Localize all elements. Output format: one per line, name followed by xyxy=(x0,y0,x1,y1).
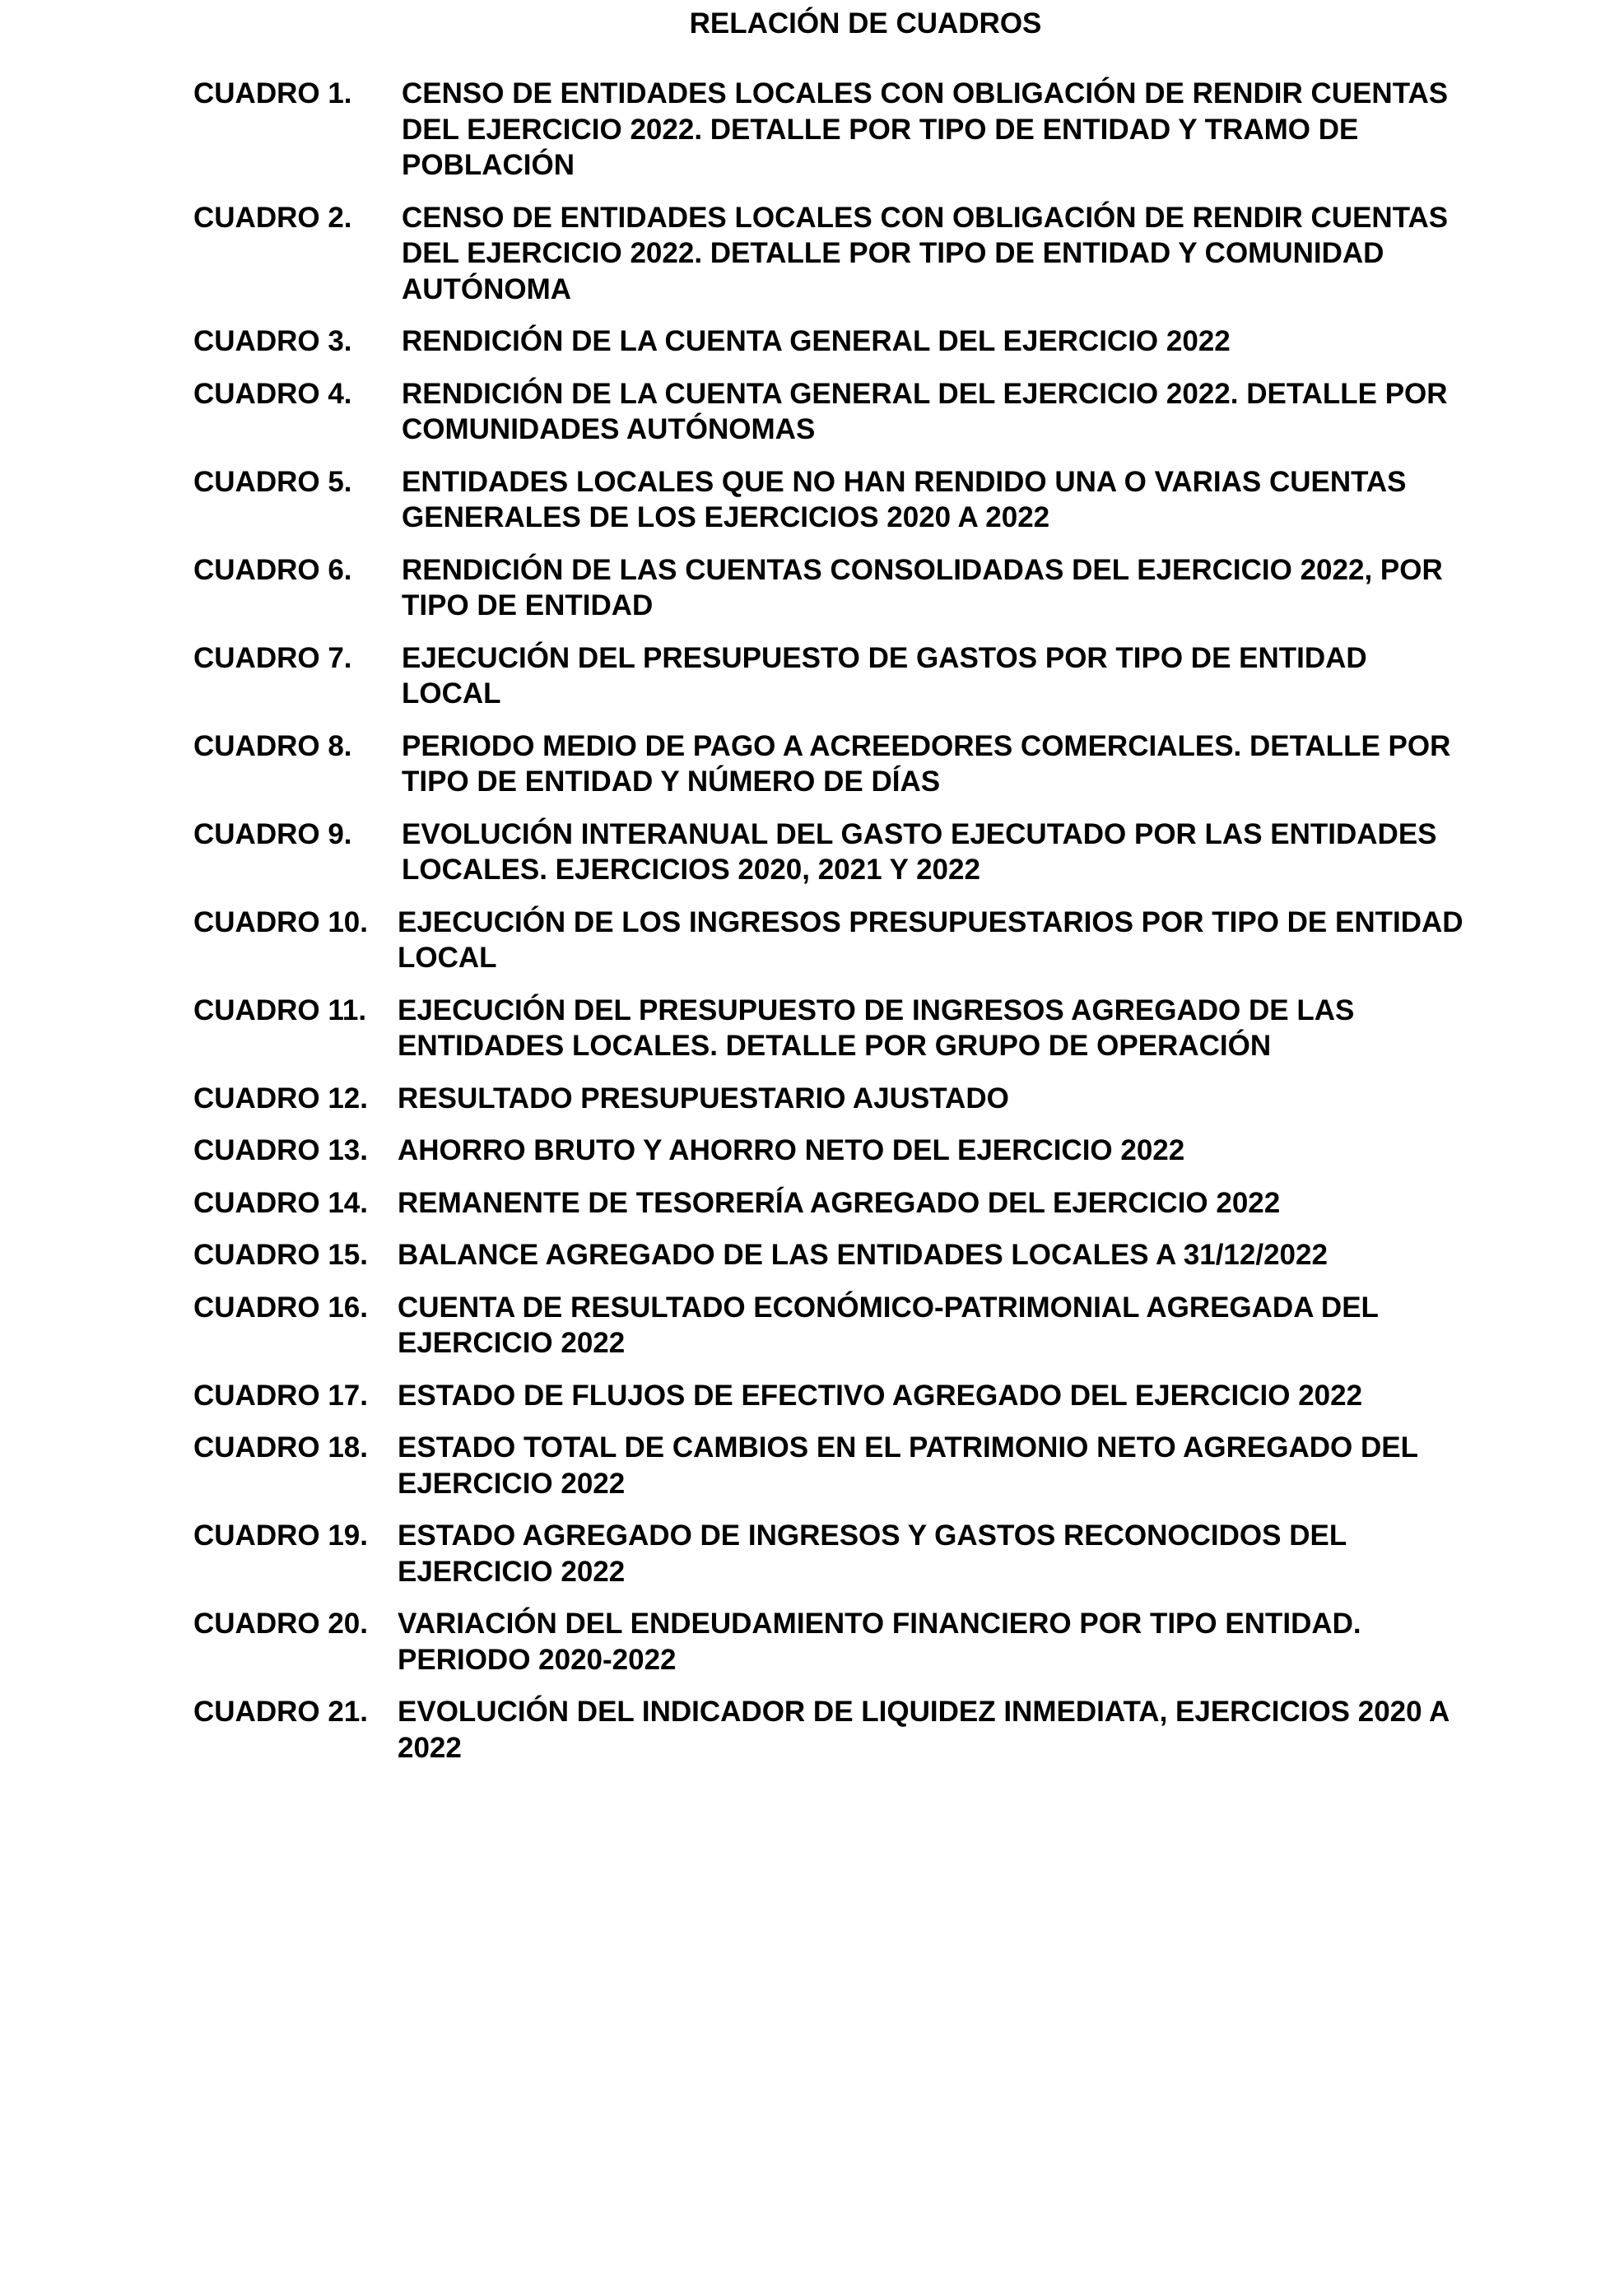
list-item xyxy=(193,817,1465,888)
cuadro-title: EVOLUCIÓN INTERANUAL DEL GASTO EJECUTADO POR LAS ENTIDADES LOCALES. EJERCICIOS 2020, 2021 Y 2022 xyxy=(402,817,1437,886)
cuadro-title: EJECUCIÓN DEL PRESUPUESTO DE GASTOS POR TIPO DE ENTIDAD LOCAL xyxy=(402,641,1367,710)
cuadro-title: BALANCE AGREGADO DE LAS ENTIDADES LOCALES A 31/12/2022 xyxy=(398,1239,1328,1271)
cuadro-title: VARIACIÓN DEL ENDEUDAMIENTO FINANCIERO POR TIPO ENTIDAD. PERIODO 2020-2022 xyxy=(398,1608,1361,1676)
cuadro-number: CUADRO 21. xyxy=(193,1696,368,1728)
cuadro-number: CUADRO 10. xyxy=(193,905,368,938)
cuadro-title: CENSO DE ENTIDADES LOCALES CON OBLIGACIÓN DE RENDIR CUENTAS DEL EJERCICIO 2022. DETALLE POR TIPO DE ENTIDAD Y TRAMO DE POBLACIÓN xyxy=(402,77,1449,181)
cuadro-title: RENDICIÓN DE LAS CUENTAS CONSOLIDADAS DEL EJERCICIO 2022, POR TIPO DE ENTIDAD xyxy=(402,553,1443,621)
cuadro-title: CUENTA DE RESULTADO ECONÓMICO-PATRIMONIAL AGREGADA DEL EJERCICIO 2022 xyxy=(398,1291,1379,1359)
list-item xyxy=(193,1378,1465,1414)
list-item xyxy=(193,640,1465,712)
cuadro-title: EJECUCIÓN DE LOS INGRESOS PRESUPUESTARIOS POR TIPO DE ENTIDAD LOCAL xyxy=(398,905,1463,974)
list-item xyxy=(193,76,1465,184)
list-item xyxy=(193,1694,1465,1766)
cuadro-number: CUADRO 19. xyxy=(193,1519,368,1552)
cuadro-number: CUADRO 16. xyxy=(193,1291,368,1324)
cuadro-number: CUADRO 17. xyxy=(193,1379,368,1412)
list-item xyxy=(193,728,1465,800)
cuadro-title: ESTADO AGREGADO DE INGRESOS Y GASTOS RECONOCIDOS DEL EJERCICIO 2022 xyxy=(398,1519,1347,1588)
list-item xyxy=(193,1237,1465,1273)
list-item xyxy=(193,552,1465,624)
cuadro-number: CUADRO 5. xyxy=(193,465,352,498)
list-item xyxy=(193,1290,1465,1361)
cuadro-title: ENTIDADES LOCALES QUE NO HAN RENDIDO UNA O VARIAS CUENTAS GENERALES DE LOS EJERCICIOS 2020 A 2022 xyxy=(402,465,1407,533)
list-item xyxy=(193,993,1465,1064)
cuadro-title: CENSO DE ENTIDADES LOCALES CON OBLIGACIÓN DE RENDIR CUENTAS DEL EJERCICIO 2022. DETALLE POR TIPO DE ENTIDAD Y COMUNIDAD AUTÓNOMA xyxy=(402,201,1449,305)
list-item xyxy=(193,323,1465,360)
cuadro-title: RENDICIÓN DE LA CUENTA GENERAL DEL EJERCICIO 2022. DETALLE POR COMUNIDADES AUTÓNOMAS xyxy=(402,377,1448,445)
cuadro-number: CUADRO 12. xyxy=(193,1082,368,1115)
cuadro-number: CUADRO 4. xyxy=(193,377,352,410)
cuadro-title: EJECUCIÓN DEL PRESUPUESTO DE INGRESOS AGREGADO DE LAS ENTIDADES LOCALES. DETALLE POR GRUPO DE OPERACIÓN xyxy=(398,994,1355,1062)
cuadro-number: CUADRO 8. xyxy=(193,729,352,762)
cuadro-number: CUADRO 6. xyxy=(193,553,352,586)
cuadro-title: REMANENTE DE TESORERÍA AGREGADO DEL EJERCICIO 2022 xyxy=(398,1186,1281,1219)
list-item xyxy=(193,1081,1465,1117)
cuadro-number: CUADRO 7. xyxy=(193,641,352,674)
list-item xyxy=(193,464,1465,536)
cuadro-title: PERIODO MEDIO DE PAGO A ACREEDORES COMERCIALES. DETALLE POR TIPO DE ENTIDAD Y NÚMERO DE DÍAS xyxy=(402,729,1451,798)
page-title: RELACIÓN DE CUADROS xyxy=(689,7,1042,40)
cuadro-number: CUADRO 9. xyxy=(193,817,352,850)
cuadro-number: CUADRO 14. xyxy=(193,1186,368,1219)
list-item xyxy=(193,200,1465,308)
list-item xyxy=(193,905,1465,976)
cuadro-number: CUADRO 1. xyxy=(193,77,352,109)
cuadros-list xyxy=(193,76,1465,1782)
cuadro-title: AHORRO BRUTO Y AHORRO NETO DEL EJERCICIO 2022 xyxy=(398,1134,1185,1166)
cuadro-title: EVOLUCIÓN DEL INDICADOR DE LIQUIDEZ INMEDIATA, EJERCICIOS 2020 A 2022 xyxy=(398,1696,1450,1764)
cuadro-title: RESULTADO PRESUPUESTARIO AJUSTADO xyxy=(398,1082,1009,1115)
cuadro-number: CUADRO 13. xyxy=(193,1134,368,1166)
cuadro-number: CUADRO 15. xyxy=(193,1239,368,1271)
cuadro-number: CUADRO 18. xyxy=(193,1431,368,1464)
list-item xyxy=(193,376,1465,448)
cuadro-number: CUADRO 2. xyxy=(193,201,352,234)
list-item xyxy=(193,1185,1465,1222)
cuadro-number: CUADRO 11. xyxy=(193,994,367,1026)
cuadro-title: RENDICIÓN DE LA CUENTA GENERAL DEL EJERCICIO 2022 xyxy=(402,325,1231,357)
list-item xyxy=(193,1518,1465,1589)
cuadro-title: ESTADO TOTAL DE CAMBIOS EN EL PATRIMONIO NETO AGREGADO DEL EJERCICIO 2022 xyxy=(398,1431,1418,1500)
list-item xyxy=(193,1133,1465,1169)
cuadro-number: CUADRO 20. xyxy=(193,1608,368,1640)
cuadro-title: ESTADO DE FLUJOS DE EFECTIVO AGREGADO DEL EJERCICIO 2022 xyxy=(398,1379,1363,1412)
list-item xyxy=(193,1430,1465,1501)
list-item xyxy=(193,1606,1465,1678)
cuadro-number: CUADRO 3. xyxy=(193,325,352,357)
